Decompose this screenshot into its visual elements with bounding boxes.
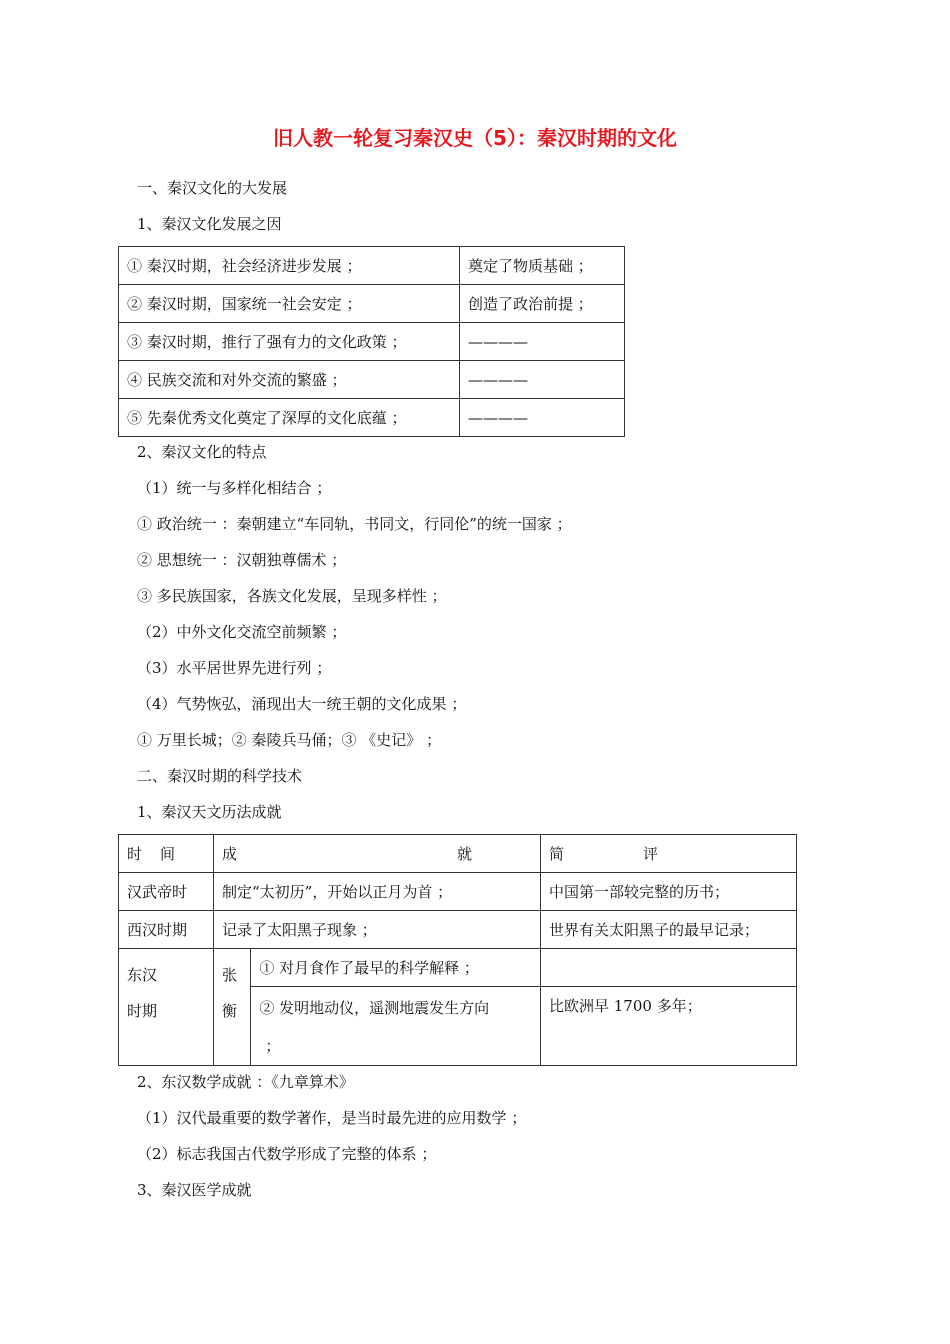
comment-cell: 中国第一部较完整的历书； xyxy=(541,873,797,911)
math-item: （1）汉代最重要的数学著作，是当时最先进的应用数学 ； xyxy=(137,1109,527,1127)
comment-cell: 世界有关太阳黑子的最早记录； xyxy=(541,911,797,949)
section2-sub3: 3、秦汉医学成就 xyxy=(137,1181,252,1199)
cause-cell: ② 秦汉时期，国家统一社会安定 ； xyxy=(119,285,460,323)
table-row xyxy=(119,399,625,437)
comment-cell: 比欧洲早 1700 多年； xyxy=(541,987,797,1066)
table-row xyxy=(119,911,797,949)
header-achievement: 成 就 xyxy=(222,845,472,863)
effect-cell: 创造了政治前提 ； xyxy=(460,285,625,323)
cause-cell: ④ 民族交流和对外交流的繁盛 ； xyxy=(119,361,460,399)
table-row xyxy=(119,873,797,911)
table-row xyxy=(119,949,797,987)
comment-cell xyxy=(541,949,797,987)
person-cell: 张 衡 xyxy=(214,949,251,1066)
achievement-cell: ② 发明地动仪，遥测地震发生方向 ； xyxy=(251,987,541,1066)
time-cell: 汉武帝时 xyxy=(119,873,214,911)
time-cell: 西汉时期 xyxy=(119,911,214,949)
achievement-cell: 制定“太初历”，开始以正月为首 ； xyxy=(214,873,541,911)
feature-item: （1）统一与多样化相结合 ； xyxy=(137,479,332,497)
table-header-row xyxy=(119,835,797,873)
time-cell: 东汉 时期 xyxy=(119,949,214,1066)
cause-cell: ⑤ 先秦优秀文化奠定了深厚的文化底蕴 ； xyxy=(119,399,460,437)
achievement-cell: 记录了太阳黑子现象 ； xyxy=(214,911,541,949)
page-title: 旧人教一轮复习秦汉史（5）：秦汉时期的文化 xyxy=(273,126,677,150)
section2-sub1: 1、秦汉天文历法成就 xyxy=(137,803,282,821)
feature-item: （4）气势恢弘，涌现出大一统王朝的文化成果 ； xyxy=(137,695,467,713)
effect-cell: 奠定了物质基础 ； xyxy=(460,247,625,285)
feature-item: ① 政治统一 ：秦朝建立“车同轨，书同文，行同伦”的统一国家 ； xyxy=(137,515,572,533)
section1-sub2: 2、秦汉文化的特点 xyxy=(137,443,267,461)
feature-item: （2）中外文化交流空前频繁 ； xyxy=(137,623,347,641)
table-row xyxy=(119,247,625,285)
feature-item: （3）水平居世界先进行列 ； xyxy=(137,659,332,677)
table-row xyxy=(119,361,625,399)
header-comment: 简 评 xyxy=(549,845,658,863)
cause-cell: ① 秦汉时期，社会经济进步发展 ； xyxy=(119,247,460,285)
table-row xyxy=(119,323,625,361)
feature-item: ① 万里长城；② 秦陵兵马俑；③ 《史记》 ； xyxy=(137,731,442,749)
causes-table xyxy=(118,246,625,437)
feature-item: ③ 多民族国家，各族文化发展，呈现多样性 ； xyxy=(137,587,447,605)
header-time: 时 间 xyxy=(127,845,175,863)
cause-cell: ③ 秦汉时期，推行了强有力的文化政策 ； xyxy=(119,323,460,361)
astronomy-table xyxy=(118,834,797,1066)
table-row xyxy=(119,285,625,323)
section2-heading: 二、秦汉时期的科学技术 xyxy=(137,767,303,785)
section2-sub2: 2、东汉数学成就 ：《九章算术》 xyxy=(137,1073,354,1091)
math-item: （2）标志我国古代数学形成了完整的体系 ； xyxy=(137,1145,437,1163)
feature-item: ② 思想统一 ：汉朝独尊儒术 ； xyxy=(137,551,347,569)
achievement-cell: ① 对月食作了最早的科学解释 ； xyxy=(251,949,541,987)
section1-heading: 一、秦汉文化的大发展 xyxy=(137,179,288,197)
section1-sub1: 1、秦汉文化发展之因 xyxy=(137,215,282,233)
effect-cell: ———— xyxy=(460,399,625,437)
effect-cell: ———— xyxy=(460,323,625,361)
effect-cell: ———— xyxy=(460,361,625,399)
